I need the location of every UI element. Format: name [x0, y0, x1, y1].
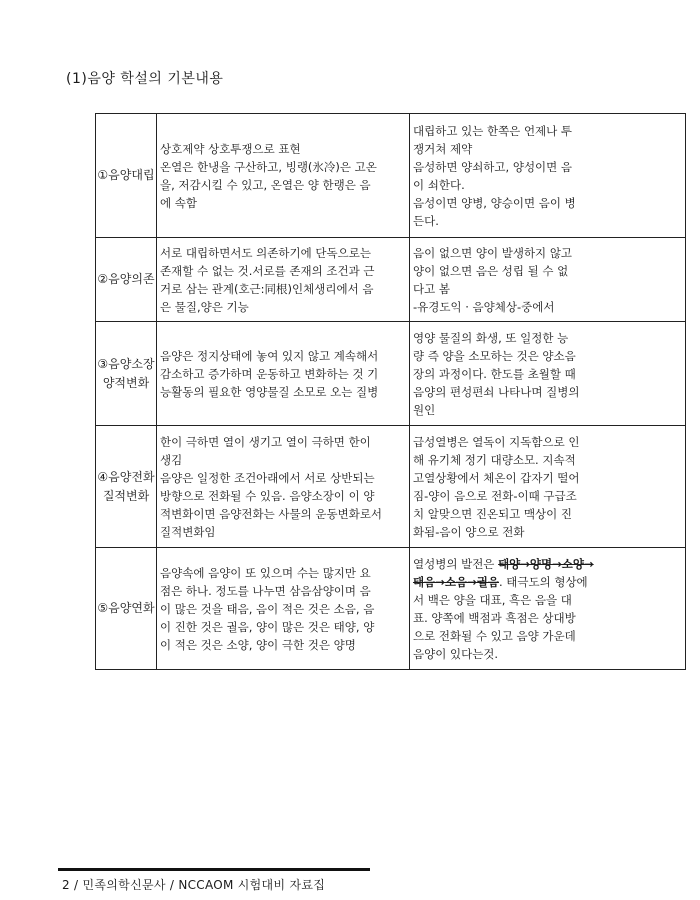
- cell-line: 대립하고 있는 한쪽은 언제나 투: [413, 123, 573, 138]
- description-cell: [157, 322, 410, 426]
- table-row: [96, 548, 686, 670]
- cell-line: 서로 대립하면서도 의존하기에 단독으로는: [160, 245, 371, 260]
- cell-line: 음이 없으면 양이 발생하지 않고: [413, 245, 573, 260]
- description-cell: [157, 426, 410, 548]
- row-header-line: ②음양의존: [97, 272, 155, 286]
- struck-text: 태음→소음→궐음: [413, 574, 499, 589]
- cell-line: 화됨-음이 양으로 전화: [413, 524, 525, 539]
- cell-line: 음양의 편성편쇠 나타나며 질병의: [413, 384, 580, 399]
- row-header: [96, 548, 157, 670]
- table-row: [96, 322, 686, 426]
- table-row: [96, 238, 686, 322]
- cell-line: 에 속함: [160, 195, 197, 210]
- cell-line: 거로 삼는 관계(호근:同根)인체생리에서 음: [160, 281, 374, 296]
- cell-line: 한이 극하면 열이 생기고 열이 극하면 한이: [160, 434, 371, 449]
- example-cell: [410, 238, 686, 322]
- cell-line: 급성열병은 열독이 지독함으로 인: [413, 434, 580, 449]
- cell-line: 방향으로 전화될 수 있음. 음양소장이 이 양: [160, 488, 375, 503]
- example-cell: [410, 114, 686, 238]
- cell-line: 음성하면 양쇠하고, 양성이면 음: [413, 159, 573, 174]
- footer-divider: [58, 868, 370, 871]
- row-header-line: 양적변화: [102, 375, 150, 390]
- cell-line: 음양은 정지상태에 놓여 있지 않고 계속해서: [160, 348, 379, 363]
- cell-line: 음양이 있다는것.: [413, 646, 499, 661]
- yin-yang-table: [95, 113, 686, 670]
- cell-line: [413, 555, 682, 573]
- row-header-line: 질적변화: [102, 488, 150, 503]
- cell-line: 서 백은 양을 대표, 흑은 음을 대: [413, 592, 572, 607]
- cell-line: 치 알맞으면 진온되고 맥상이 진: [413, 506, 573, 521]
- cell-line: 질적변화임: [160, 524, 216, 539]
- example-cell: [410, 322, 686, 426]
- cell-line: 온열은 한냉을 구산하고, 빙랭(氷冷)은 고온: [160, 159, 377, 174]
- row-header: [96, 238, 157, 322]
- cell-line: [413, 573, 682, 591]
- cell-line: 원인: [413, 402, 436, 417]
- description-cell: [157, 238, 410, 322]
- row-header-line: ④음양전화: [97, 469, 155, 484]
- cell-line: 량 즉 양을 소모하는 것은 양소음: [413, 348, 576, 363]
- cell-line: 든다.: [413, 213, 439, 228]
- cell-line: 고열상황에서 체온이 갑자기 떨어: [413, 470, 580, 485]
- row-header: [96, 322, 157, 426]
- cell-line: 이 진한 것은 궐음, 양이 많은 것은 태양, 양: [160, 619, 375, 634]
- example-cell: [410, 426, 686, 548]
- cell-line: -유경도익 · 음양체상-중에서: [413, 299, 555, 314]
- text-segment: 열성병의 발전은: [413, 556, 499, 571]
- cell-line: 이 적은 것은 소양, 양이 극한 것은 양명: [160, 637, 356, 652]
- row-header-line: ⑤음양연화: [97, 601, 155, 615]
- cell-line: 능활동의 필요한 영양물질 소모로 오는 질병: [160, 384, 379, 399]
- cell-line: 으로 전화될 수 있고 음양 가운데: [413, 628, 576, 643]
- table-row: [96, 114, 686, 238]
- cell-line: 표. 양쪽에 백점과 흑점은 상대방: [413, 610, 576, 625]
- cell-line: 음양속에 음양이 또 있으며 수는 많지만 요: [160, 565, 371, 580]
- cell-line: 이 쇠한다.: [413, 177, 465, 192]
- cell-line: 양이 없으면 음은 성립 될 수 없: [413, 263, 569, 278]
- cell-line: 다고 봄: [413, 281, 450, 296]
- section-title: (1)음양 학설의 기본내용: [66, 71, 224, 87]
- cell-line: 음성이면 양병, 양승이면 음이 병: [413, 195, 576, 210]
- cell-line: 장의 과정이다. 한도를 초월할 때: [413, 366, 576, 381]
- cell-line: 감소하고 증가하며 운동하고 변화하는 것 기: [160, 366, 379, 381]
- cell-line: 이 많은 것을 태음, 음이 적은 것은 소음, 음: [160, 601, 375, 616]
- cell-line: 해 유기체 정기 대량소모. 지속적: [413, 452, 576, 467]
- text-segment: . 태극도의 형상에: [498, 574, 588, 589]
- description-cell: [157, 114, 410, 238]
- struck-text: 태양→양명→소양→: [498, 556, 594, 571]
- row-header-line: ③음양소장: [97, 356, 155, 371]
- example-cell: [410, 548, 686, 670]
- row-header: [96, 426, 157, 548]
- row-header: [96, 114, 157, 238]
- cell-line: 쟁거쳐 제약: [413, 141, 473, 156]
- cell-line: 적변화이면 음양전화는 사물의 운동변화로서: [160, 506, 383, 521]
- cell-line: 상호제약 상호투쟁으로 표현: [160, 141, 301, 156]
- cell-line: 영양 물질의 화생, 또 일정한 능: [413, 330, 569, 345]
- cell-line: 을, 저감시킬 수 있고, 온열은 양 한랭은 음: [160, 177, 371, 192]
- table-row: [96, 426, 686, 548]
- cell-line: 은 물질,양은 기능: [160, 299, 249, 314]
- cell-line: 점은 하나. 정도를 나누면 삼음삼양이며 음: [160, 583, 371, 598]
- row-header-line: ①음양대립: [97, 168, 155, 182]
- cell-line: 생김: [160, 452, 183, 467]
- cell-line: 음양은 일정한 조건아래에서 서로 상반되는: [160, 470, 375, 485]
- description-cell: [157, 548, 410, 670]
- page-footer: 2 / 민족의학신문사 / NCCAOM 시험대비 자료집: [62, 878, 326, 892]
- cell-line: 짐-양이 음으로 전화-이때 구급조: [413, 488, 577, 503]
- cell-line: 존재할 수 없는 것.서로를 존재의 조건과 근: [160, 263, 375, 278]
